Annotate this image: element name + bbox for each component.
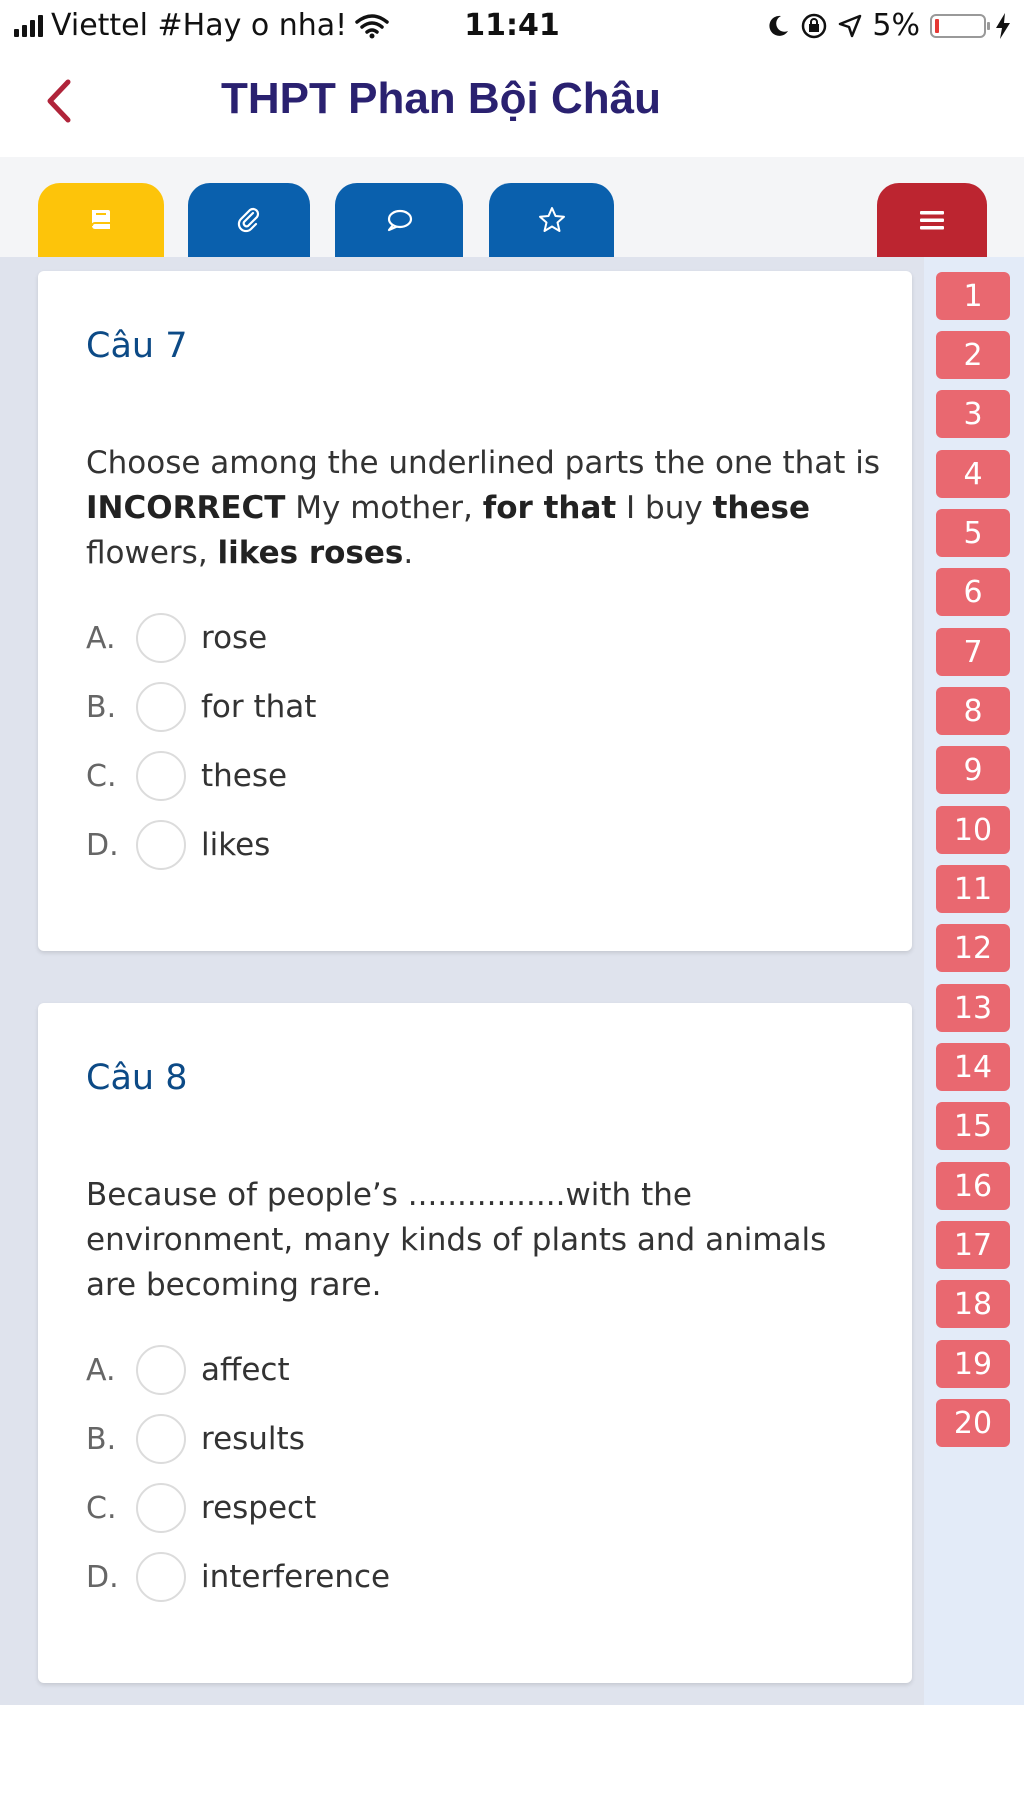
option-text: rose	[201, 620, 268, 656]
radio-button[interactable]	[136, 1552, 186, 1602]
star-icon	[537, 205, 567, 235]
option-letter: C.	[86, 1490, 117, 1526]
option-letter: B.	[86, 1421, 117, 1457]
question-number-button[interactable]: 2	[936, 331, 1010, 379]
radio-button[interactable]	[136, 1414, 186, 1464]
hamburger-menu-icon	[917, 205, 947, 235]
rotation-lock-icon	[800, 12, 828, 40]
option-text: interference	[201, 1559, 391, 1595]
answer-option-d[interactable]	[86, 817, 846, 873]
question-text: Because of people’s ................with the environment, many kinds of plants and animals are becoming rare.	[86, 1177, 827, 1303]
question-number-button[interactable]: 11	[936, 865, 1010, 913]
answer-option-d[interactable]	[86, 1549, 846, 1605]
option-text: likes	[201, 827, 271, 863]
question-number-button[interactable]: 7	[936, 628, 1010, 676]
option-text: respect	[201, 1490, 317, 1526]
radio-button[interactable]	[136, 751, 186, 801]
radio-button[interactable]	[136, 682, 186, 732]
question-number-button[interactable]: 15	[936, 1102, 1010, 1150]
book-tab-button[interactable]	[38, 183, 164, 257]
option-text: results	[201, 1421, 305, 1457]
question-number-button[interactable]: 10	[936, 806, 1010, 854]
answer-option-a[interactable]	[86, 610, 846, 666]
paperclip-icon	[234, 205, 264, 235]
question-card	[38, 1003, 912, 1683]
question-number-button[interactable]: 4	[936, 450, 1010, 498]
question-number-button[interactable]: 12	[936, 924, 1010, 972]
moon-icon	[766, 14, 790, 38]
carrier-name: Viettel #Hay o nha!	[51, 8, 348, 43]
comment-tab-button[interactable]	[335, 183, 463, 257]
question-number-button[interactable]: 3	[936, 390, 1010, 438]
question-number-button[interactable]: 9	[936, 746, 1010, 794]
charging-icon	[996, 13, 1010, 39]
question-title: Câu 7	[86, 326, 188, 366]
question-number-button[interactable]: 8	[936, 687, 1010, 735]
radio-button[interactable]	[136, 613, 186, 663]
question-number-button[interactable]: 20	[936, 1399, 1010, 1447]
question-number-button[interactable]: 17	[936, 1221, 1010, 1269]
question-number-button[interactable]: 18	[936, 1280, 1010, 1328]
question-title: Câu 8	[86, 1058, 188, 1098]
main-content	[0, 257, 1024, 1705]
status-time: 11:41	[464, 8, 560, 43]
radio-button[interactable]	[136, 820, 186, 870]
radio-button[interactable]	[136, 1345, 186, 1395]
option-letter: C.	[86, 758, 117, 794]
question-number-button[interactable]: 14	[936, 1043, 1010, 1091]
question-card	[38, 271, 912, 951]
status-right	[766, 8, 1010, 43]
option-text: affect	[201, 1352, 290, 1388]
option-letter: A.	[86, 620, 116, 656]
status-bar	[0, 0, 1024, 52]
option-text: these	[201, 758, 288, 794]
question-number-button[interactable]: 13	[936, 984, 1010, 1032]
question-number-button[interactable]: 6	[936, 568, 1010, 616]
question-number-button[interactable]: 16	[936, 1162, 1010, 1210]
question-text: Choose among the underlined parts the one that is INCORRECT My mother, for that I buy these flowers, likes roses.	[86, 445, 881, 571]
answer-option-a[interactable]	[86, 1342, 846, 1398]
answer-option-c[interactable]	[86, 748, 846, 804]
option-text: for that	[201, 689, 317, 725]
answer-option-b[interactable]	[86, 1411, 846, 1467]
book-icon	[86, 205, 116, 235]
option-letter: A.	[86, 1352, 116, 1388]
battery-percent: 5%	[872, 8, 920, 43]
battery-icon	[930, 14, 986, 38]
attachment-tab-button[interactable]	[188, 183, 310, 257]
option-letter: B.	[86, 689, 117, 725]
question-number-button[interactable]: 5	[936, 509, 1010, 557]
location-icon	[838, 14, 862, 38]
comment-icon	[384, 205, 414, 235]
menu-button[interactable]	[877, 183, 987, 257]
answer-option-c[interactable]	[86, 1480, 846, 1536]
option-letter: D.	[86, 827, 119, 863]
question-number-sidebar	[924, 257, 1024, 1705]
app-header	[0, 52, 1024, 156]
question-number-button[interactable]: 19	[936, 1340, 1010, 1388]
toolbar	[0, 157, 1024, 257]
star-tab-button[interactable]	[489, 183, 614, 257]
question-number-button[interactable]: 1	[936, 272, 1010, 320]
page-title: THPT Phan Bội Châu	[221, 74, 661, 123]
radio-button[interactable]	[136, 1483, 186, 1533]
option-letter: D.	[86, 1559, 119, 1595]
answer-option-b[interactable]	[86, 679, 846, 735]
